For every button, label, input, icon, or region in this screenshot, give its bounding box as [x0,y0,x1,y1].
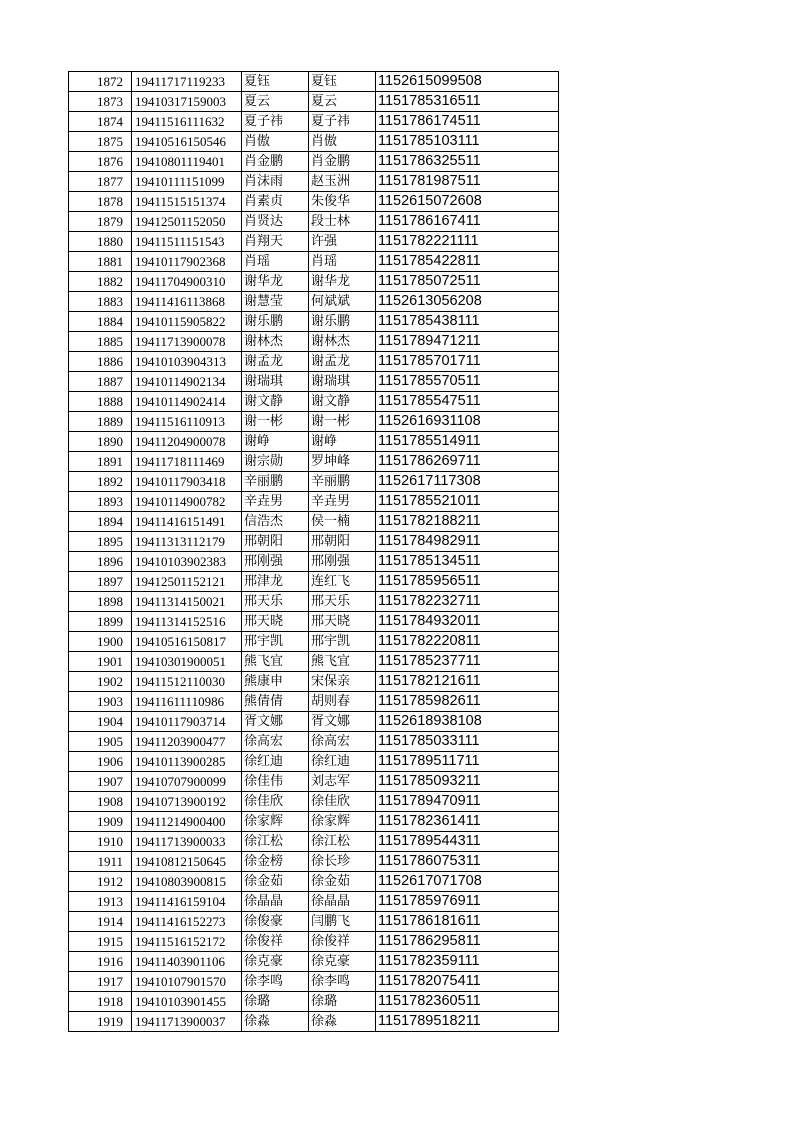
account-number-cell: 1151784932011 [376,612,559,632]
registration-number-cell: 19411512110030 [132,672,242,692]
payer-name-cell: 谢瑞琪 [309,372,376,392]
table-row [69,152,559,172]
student-name-cell: 谢一彬 [242,412,309,432]
table-row [69,432,559,452]
payer-name-cell: 赵玉洲 [309,172,376,192]
registration-number-cell: 19411718111469 [132,452,242,472]
account-number-cell: 1151789518211 [376,1012,559,1032]
account-number-cell: 1151785570511 [376,372,559,392]
account-number-cell: 1151789471211 [376,332,559,352]
table-row [69,832,559,852]
table-row [69,132,559,152]
payer-name-cell: 谢华龙 [309,272,376,292]
table-row [69,972,559,992]
registration-number-cell: 19411511151543 [132,232,242,252]
registration-number-cell: 19410103902383 [132,552,242,572]
student-name-cell: 邢天乐 [242,592,309,612]
table-row [69,172,559,192]
table-row [69,672,559,692]
registration-number-cell: 19410707900099 [132,772,242,792]
student-name-cell: 邢刚强 [242,552,309,572]
student-name-cell: 熊倩倩 [242,692,309,712]
account-number-cell: 1151786295811 [376,932,559,952]
payer-name-cell: 邢刚强 [309,552,376,572]
registration-number-cell: 19411203900477 [132,732,242,752]
table-row [69,392,559,412]
table-row [69,352,559,372]
row-index-cell: 1898 [69,592,132,612]
student-name-cell: 胥文娜 [242,712,309,732]
spreadsheet-page [68,71,559,1032]
row-index-cell: 1917 [69,972,132,992]
student-name-cell: 徐俊祥 [242,932,309,952]
student-name-cell: 谢孟龙 [242,352,309,372]
payer-name-cell: 侯一楠 [309,512,376,532]
student-name-cell: 徐俊豪 [242,912,309,932]
registration-number-cell: 19410114900782 [132,492,242,512]
row-index-cell: 1895 [69,532,132,552]
table-row [69,792,559,812]
registration-number-cell: 19410117903418 [132,472,242,492]
student-name-cell: 谢宗勋 [242,452,309,472]
row-index-cell: 1907 [69,772,132,792]
table-row [69,712,559,732]
row-index-cell: 1874 [69,112,132,132]
row-index-cell: 1879 [69,212,132,232]
table-row [69,292,559,312]
table-row [69,632,559,652]
row-index-cell: 1883 [69,292,132,312]
table-row [69,532,559,552]
registration-number-cell: 19410803900815 [132,872,242,892]
registration-number-cell: 19410713900192 [132,792,242,812]
student-name-cell: 徐金榜 [242,852,309,872]
registration-number-cell: 19411416152273 [132,912,242,932]
registration-number-cell: 19411515151374 [132,192,242,212]
student-name-cell: 辛丽鹏 [242,472,309,492]
account-number-cell: 1151785547511 [376,392,559,412]
registration-number-cell: 19411713900033 [132,832,242,852]
registration-number-cell: 19410113900285 [132,752,242,772]
account-number-cell: 1151784982911 [376,532,559,552]
table-row [69,952,559,972]
row-index-cell: 1882 [69,272,132,292]
row-index-cell: 1875 [69,132,132,152]
account-number-cell: 1151786181611 [376,912,559,932]
student-name-cell: 邢津龙 [242,572,309,592]
registration-number-cell: 19411516152172 [132,932,242,952]
payer-name-cell: 邢朝阳 [309,532,376,552]
registration-number-cell: 19411611110986 [132,692,242,712]
payer-name-cell: 徐克豪 [309,952,376,972]
account-number-cell: 1151785093211 [376,772,559,792]
payer-name-cell: 徐璐 [309,992,376,1012]
registration-number-cell: 19411416151491 [132,512,242,532]
account-number-cell: 1152615072608 [376,192,559,212]
payer-name-cell: 罗坤峰 [309,452,376,472]
student-name-cell: 肖傲 [242,132,309,152]
registration-number-cell: 19411717119233 [132,72,242,92]
student-name-cell: 徐李鸣 [242,972,309,992]
payer-name-cell: 徐家辉 [309,812,376,832]
table-body [69,72,559,1032]
account-number-cell: 1151785033111 [376,732,559,752]
row-index-cell: 1915 [69,932,132,952]
table-row [69,472,559,492]
registration-number-cell: 19410114902414 [132,392,242,412]
student-name-cell: 辛垚男 [242,492,309,512]
account-number-cell: 1151785072511 [376,272,559,292]
payer-name-cell: 肖傲 [309,132,376,152]
row-index-cell: 1893 [69,492,132,512]
student-name-cell: 徐佳欣 [242,792,309,812]
student-name-cell: 徐家辉 [242,812,309,832]
registration-number-cell: 19411214900400 [132,812,242,832]
payer-name-cell: 许强 [309,232,376,252]
payer-name-cell: 夏子祎 [309,112,376,132]
student-name-cell: 邢朝阳 [242,532,309,552]
payer-name-cell: 谢乐鹏 [309,312,376,332]
payer-name-cell: 刘志军 [309,772,376,792]
table-row [69,112,559,132]
row-index-cell: 1889 [69,412,132,432]
account-number-cell: 1151785316511 [376,92,559,112]
payer-name-cell: 熊飞宜 [309,652,376,672]
student-name-cell: 徐淼 [242,1012,309,1032]
account-number-cell: 1151786174511 [376,112,559,132]
row-index-cell: 1885 [69,332,132,352]
student-name-cell: 徐江松 [242,832,309,852]
payer-name-cell: 谢峥 [309,432,376,452]
registration-number-cell: 19410115905822 [132,312,242,332]
account-number-cell: 1151785956511 [376,572,559,592]
registration-number-cell: 19410117903714 [132,712,242,732]
registration-number-cell: 19412501152050 [132,212,242,232]
payer-name-cell: 徐金茹 [309,872,376,892]
row-index-cell: 1905 [69,732,132,752]
student-name-cell: 徐克豪 [242,952,309,972]
registration-number-cell: 19411314150021 [132,592,242,612]
table-row [69,572,559,592]
account-number-cell: 1151785701711 [376,352,559,372]
row-index-cell: 1892 [69,472,132,492]
table-row [69,772,559,792]
row-index-cell: 1918 [69,992,132,1012]
table-row [69,332,559,352]
account-number-cell: 1151786269711 [376,452,559,472]
student-name-cell: 肖瑶 [242,252,309,272]
payer-name-cell: 夏云 [309,92,376,112]
registration-number-cell: 19412501152121 [132,572,242,592]
row-index-cell: 1909 [69,812,132,832]
student-name-cell: 谢文静 [242,392,309,412]
row-index-cell: 1899 [69,612,132,632]
account-number-cell: 1151782075411 [376,972,559,992]
account-number-cell: 1151785982611 [376,692,559,712]
registration-number-cell: 19410516150817 [132,632,242,652]
payer-name-cell: 徐江松 [309,832,376,852]
payer-name-cell: 邢宇凯 [309,632,376,652]
table-row [69,752,559,772]
registration-number-cell: 19410516150546 [132,132,242,152]
payer-name-cell: 徐俊祥 [309,932,376,952]
student-name-cell: 肖金鹏 [242,152,309,172]
row-index-cell: 1912 [69,872,132,892]
account-number-cell: 1151785514911 [376,432,559,452]
row-index-cell: 1891 [69,452,132,472]
account-number-cell: 1151786075311 [376,852,559,872]
table-row [69,72,559,92]
payer-name-cell: 连红飞 [309,572,376,592]
row-index-cell: 1910 [69,832,132,852]
row-index-cell: 1896 [69,552,132,572]
account-number-cell: 1152613056208 [376,292,559,312]
row-index-cell: 1880 [69,232,132,252]
row-index-cell: 1902 [69,672,132,692]
registration-number-cell: 19410117902368 [132,252,242,272]
table-row [69,452,559,472]
student-name-cell: 徐金茹 [242,872,309,892]
table-row [69,692,559,712]
student-name-cell: 徐璐 [242,992,309,1012]
registration-number-cell: 19410103904313 [132,352,242,372]
student-name-cell: 邢天晓 [242,612,309,632]
row-index-cell: 1890 [69,432,132,452]
payer-name-cell: 宋保亲 [309,672,376,692]
account-number-cell: 1151782361411 [376,812,559,832]
registration-number-cell: 19411516111632 [132,112,242,132]
data-table [68,71,559,1032]
row-index-cell: 1887 [69,372,132,392]
registration-number-cell: 19410114902134 [132,372,242,392]
row-index-cell: 1914 [69,912,132,932]
account-number-cell: 1152617071708 [376,872,559,892]
table-row [69,872,559,892]
account-number-cell: 1151782221111 [376,232,559,252]
registration-number-cell: 19411416159104 [132,892,242,912]
account-number-cell: 1151785976911 [376,892,559,912]
row-index-cell: 1881 [69,252,132,272]
payer-name-cell: 谢孟龙 [309,352,376,372]
registration-number-cell: 19411313112179 [132,532,242,552]
account-number-cell: 1151782121611 [376,672,559,692]
payer-name-cell: 邢天晓 [309,612,376,632]
account-number-cell: 1151789470911 [376,792,559,812]
student-name-cell: 夏云 [242,92,309,112]
row-index-cell: 1873 [69,92,132,112]
row-index-cell: 1886 [69,352,132,372]
table-row [69,992,559,1012]
registration-number-cell: 19411204900078 [132,432,242,452]
payer-name-cell: 闫鹏飞 [309,912,376,932]
payer-name-cell: 夏钰 [309,72,376,92]
row-index-cell: 1894 [69,512,132,532]
row-index-cell: 1884 [69,312,132,332]
account-number-cell: 1151782360511 [376,992,559,1012]
student-name-cell: 谢峥 [242,432,309,452]
account-number-cell: 1151786167411 [376,212,559,232]
table-row [69,272,559,292]
student-name-cell: 徐佳伟 [242,772,309,792]
row-index-cell: 1913 [69,892,132,912]
student-name-cell: 谢林杰 [242,332,309,352]
student-name-cell: 谢慧莹 [242,292,309,312]
account-number-cell: 1151782220811 [376,632,559,652]
payer-name-cell: 朱俊华 [309,192,376,212]
account-number-cell: 1151789544311 [376,832,559,852]
table-row [69,812,559,832]
registration-number-cell: 19411713900037 [132,1012,242,1032]
table-row [69,232,559,252]
table-row [69,492,559,512]
payer-name-cell: 谢一彬 [309,412,376,432]
table-row [69,212,559,232]
payer-name-cell: 辛垚男 [309,492,376,512]
student-name-cell: 肖素贞 [242,192,309,212]
student-name-cell: 肖翔天 [242,232,309,252]
table-row [69,892,559,912]
student-name-cell: 谢华龙 [242,272,309,292]
payer-name-cell: 徐长珍 [309,852,376,872]
student-name-cell: 谢瑞琪 [242,372,309,392]
student-name-cell: 夏钰 [242,72,309,92]
table-row [69,512,559,532]
table-row [69,912,559,932]
table-row [69,852,559,872]
table-row [69,652,559,672]
payer-name-cell: 徐红迪 [309,752,376,772]
row-index-cell: 1911 [69,852,132,872]
registration-number-cell: 19410301900051 [132,652,242,672]
student-name-cell: 徐红迪 [242,752,309,772]
payer-name-cell: 徐李鸣 [309,972,376,992]
table-row [69,612,559,632]
account-number-cell: 1151782232711 [376,592,559,612]
payer-name-cell: 谢林杰 [309,332,376,352]
registration-number-cell: 19411403901106 [132,952,242,972]
row-index-cell: 1904 [69,712,132,732]
payer-name-cell: 谢文静 [309,392,376,412]
table-row [69,592,559,612]
payer-name-cell: 徐高宏 [309,732,376,752]
row-index-cell: 1877 [69,172,132,192]
student-name-cell: 肖贤达 [242,212,309,232]
account-number-cell: 1151785521011 [376,492,559,512]
registration-number-cell: 19411704900310 [132,272,242,292]
payer-name-cell: 肖金鹏 [309,152,376,172]
registration-number-cell: 19410317159003 [132,92,242,112]
account-number-cell: 1152618938108 [376,712,559,732]
row-index-cell: 1888 [69,392,132,412]
account-number-cell: 1151789511711 [376,752,559,772]
account-number-cell: 1151782359111 [376,952,559,972]
table-row [69,372,559,392]
table-row [69,1012,559,1032]
row-index-cell: 1876 [69,152,132,172]
table-row [69,732,559,752]
student-name-cell: 邢宇凯 [242,632,309,652]
table-row [69,92,559,112]
registration-number-cell: 19410103901455 [132,992,242,1012]
table-row [69,252,559,272]
table-row [69,412,559,432]
payer-name-cell: 肖瑶 [309,252,376,272]
table-row [69,312,559,332]
account-number-cell: 1151785103111 [376,132,559,152]
registration-number-cell: 19411314152516 [132,612,242,632]
student-name-cell: 徐晶晶 [242,892,309,912]
row-index-cell: 1906 [69,752,132,772]
registration-number-cell: 19410111151099 [132,172,242,192]
registration-number-cell: 19410812150645 [132,852,242,872]
account-number-cell: 1152617117308 [376,472,559,492]
row-index-cell: 1908 [69,792,132,812]
student-name-cell: 徐高宏 [242,732,309,752]
table-row [69,192,559,212]
account-number-cell: 1151786325511 [376,152,559,172]
row-index-cell: 1897 [69,572,132,592]
student-name-cell: 肖沫雨 [242,172,309,192]
account-number-cell: 1152616931108 [376,412,559,432]
account-number-cell: 1151785422811 [376,252,559,272]
payer-name-cell: 胡则春 [309,692,376,712]
account-number-cell: 1151782188211 [376,512,559,532]
table-row [69,932,559,952]
row-index-cell: 1901 [69,652,132,672]
row-index-cell: 1878 [69,192,132,212]
registration-number-cell: 19411713900078 [132,332,242,352]
account-number-cell: 1152615099508 [376,72,559,92]
student-name-cell: 夏子祎 [242,112,309,132]
payer-name-cell: 徐淼 [309,1012,376,1032]
student-name-cell: 谢乐鹏 [242,312,309,332]
account-number-cell: 1151781987511 [376,172,559,192]
row-index-cell: 1919 [69,1012,132,1032]
payer-name-cell: 徐佳欣 [309,792,376,812]
payer-name-cell: 何斌斌 [309,292,376,312]
payer-name-cell: 邢天乐 [309,592,376,612]
payer-name-cell: 胥文娜 [309,712,376,732]
row-index-cell: 1872 [69,72,132,92]
row-index-cell: 1916 [69,952,132,972]
student-name-cell: 熊康申 [242,672,309,692]
account-number-cell: 1151785134511 [376,552,559,572]
registration-number-cell: 19410107901570 [132,972,242,992]
registration-number-cell: 19410801119401 [132,152,242,172]
student-name-cell: 熊飞宜 [242,652,309,672]
student-name-cell: 信浩杰 [242,512,309,532]
payer-name-cell: 辛丽鹏 [309,472,376,492]
account-number-cell: 1151785438111 [376,312,559,332]
row-index-cell: 1903 [69,692,132,712]
row-index-cell: 1900 [69,632,132,652]
table-row [69,552,559,572]
payer-name-cell: 段士林 [309,212,376,232]
registration-number-cell: 19411416113868 [132,292,242,312]
registration-number-cell: 19411516110913 [132,412,242,432]
account-number-cell: 1151785237711 [376,652,559,672]
payer-name-cell: 徐晶晶 [309,892,376,912]
